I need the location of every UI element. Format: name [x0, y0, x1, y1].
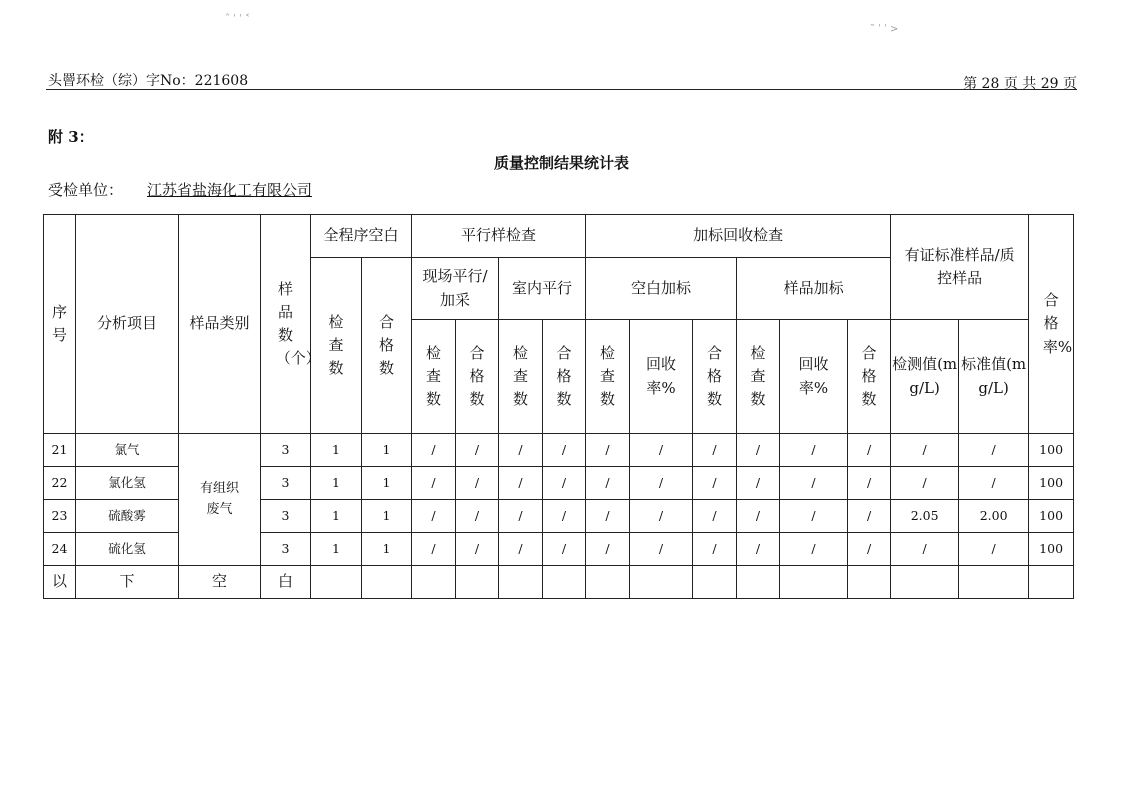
- cell: /: [693, 533, 737, 566]
- cell: /: [693, 434, 737, 467]
- cell: /: [848, 533, 891, 566]
- fp-pass-count: 合格数: [456, 320, 499, 434]
- cell: /: [737, 500, 780, 533]
- cell: /: [586, 533, 630, 566]
- cell: /: [737, 467, 780, 500]
- cell: /: [543, 533, 586, 566]
- lp-pass-count: 合格数: [543, 320, 586, 434]
- page-info: 第 28 页 共 29 页: [963, 76, 1077, 92]
- cell: /: [780, 533, 848, 566]
- cell: 1: [362, 500, 412, 533]
- col-field-parallel: 现场平行/加采: [412, 258, 499, 320]
- cell: /: [630, 467, 693, 500]
- cell: /: [586, 434, 630, 467]
- cell: /: [848, 467, 891, 500]
- row-seq: 24: [44, 533, 76, 566]
- inspected-unit: [48, 179, 312, 200]
- col-sample-spike: 样品加标: [737, 258, 891, 320]
- report-number: 头罾环检（综）字No：221608: [48, 73, 249, 89]
- cell: 1: [311, 434, 362, 467]
- row-item: 硫酸雾: [76, 500, 179, 533]
- cell: /: [891, 434, 959, 467]
- bs-recovery: 回收率%: [630, 320, 693, 434]
- row-seq: 22: [44, 467, 76, 500]
- cell: 1: [311, 467, 362, 500]
- cell: [456, 566, 499, 599]
- cell: /: [693, 467, 737, 500]
- cell: /: [891, 467, 959, 500]
- cell: [362, 566, 412, 599]
- cell: 1: [311, 533, 362, 566]
- cell: /: [412, 533, 456, 566]
- cell: [959, 566, 1029, 599]
- cell: /: [848, 434, 891, 467]
- header-rule: [46, 89, 1077, 90]
- cell: 100: [1029, 500, 1074, 533]
- row-seq: 21: [44, 434, 76, 467]
- cell: [630, 566, 693, 599]
- cell: 100: [1029, 467, 1074, 500]
- cell: /: [412, 434, 456, 467]
- cell: /: [630, 500, 693, 533]
- cell: /: [543, 500, 586, 533]
- cell: /: [891, 533, 959, 566]
- cell: [848, 566, 891, 599]
- cell: /: [412, 467, 456, 500]
- cell: 100: [1029, 434, 1074, 467]
- col-measured: 检测值(mg/L): [891, 320, 959, 434]
- cell: /: [543, 434, 586, 467]
- cell: [780, 566, 848, 599]
- blank-check-count: 检查数: [311, 258, 362, 434]
- cell: /: [959, 434, 1029, 467]
- blank-row-text: 以: [44, 566, 76, 599]
- cell: [891, 566, 959, 599]
- blank-row-text: 空: [179, 566, 261, 599]
- blank-row: [44, 566, 1074, 599]
- cell: /: [780, 467, 848, 500]
- row-sample-count: 3: [261, 500, 311, 533]
- cell: /: [630, 533, 693, 566]
- cell: 2.05: [891, 500, 959, 533]
- cell: /: [456, 533, 499, 566]
- cell: 1: [311, 500, 362, 533]
- blank-row-text: 下: [76, 566, 179, 599]
- blank-row-text: 白: [261, 566, 311, 599]
- table-row: [44, 434, 1074, 467]
- cell: /: [959, 467, 1029, 500]
- fp-check-count: 检查数: [412, 320, 456, 434]
- col-blank-group: 全程序空白: [311, 215, 412, 258]
- cell: /: [456, 467, 499, 500]
- ss-pass-count: 合格数: [848, 320, 891, 434]
- cell: [1029, 566, 1074, 599]
- cell: /: [586, 500, 630, 533]
- scan-artifact: ˆ ˈ ˈ ˂: [225, 14, 251, 25]
- inspected-unit-label: 受检单位：: [48, 181, 124, 199]
- col-lab-parallel: 室内平行: [499, 258, 586, 320]
- cell: /: [586, 467, 630, 500]
- col-item: 分析项目: [76, 215, 179, 434]
- cell: [737, 566, 780, 599]
- cell: /: [848, 500, 891, 533]
- row-seq: 23: [44, 500, 76, 533]
- bs-check-count: 检查数: [586, 320, 630, 434]
- page-title: 质量控制结果统计表: [493, 154, 629, 172]
- cell: 1: [362, 434, 412, 467]
- cell: [543, 566, 586, 599]
- cell: /: [780, 434, 848, 467]
- cell: /: [499, 500, 543, 533]
- cell: [586, 566, 630, 599]
- col-blank-spike: 空白加标: [586, 258, 737, 320]
- col-pass-rate: 合格率%: [1029, 215, 1074, 434]
- cell: /: [456, 500, 499, 533]
- row-item: 氯化氢: [76, 467, 179, 500]
- cell: [311, 566, 362, 599]
- cell: [412, 566, 456, 599]
- cell: /: [499, 434, 543, 467]
- scan-artifact: ˜ ˈ ˈ >: [870, 24, 899, 35]
- cell: 2.00: [959, 500, 1029, 533]
- appendix-label: 附 3：: [48, 128, 94, 146]
- cell: /: [780, 500, 848, 533]
- cell: /: [543, 467, 586, 500]
- bs-pass-count: 合格数: [693, 320, 737, 434]
- col-sample-count: 样品数（个）: [261, 215, 311, 434]
- row-sample-type: 有组织废气: [179, 434, 261, 566]
- row-sample-count: 3: [261, 467, 311, 500]
- row-item: 氯气: [76, 434, 179, 467]
- col-sample-type: 样品类别: [179, 215, 261, 434]
- cell: [499, 566, 543, 599]
- inspected-unit-value: 江苏省盐海化工有限公司: [147, 181, 313, 199]
- col-parallel-group: 平行样检查: [412, 215, 586, 258]
- blank-pass-count: 合格数: [362, 258, 412, 434]
- lp-check-count: 检查数: [499, 320, 543, 434]
- cell: /: [499, 533, 543, 566]
- qc-results-table: [43, 214, 1074, 599]
- ss-recovery: 回收率%: [780, 320, 848, 434]
- cell: 1: [362, 533, 412, 566]
- cell: /: [412, 500, 456, 533]
- cell: /: [630, 434, 693, 467]
- cell: 1: [362, 467, 412, 500]
- cell: 100: [1029, 533, 1074, 566]
- cell: /: [959, 533, 1029, 566]
- ss-check-count: 检查数: [737, 320, 780, 434]
- row-item: 硫化氢: [76, 533, 179, 566]
- cell: [693, 566, 737, 599]
- cell: /: [693, 500, 737, 533]
- cell: /: [737, 533, 780, 566]
- row-sample-count: 3: [261, 533, 311, 566]
- col-seq: 序号: [44, 215, 76, 434]
- col-standard: 标准值(mg/L): [959, 320, 1029, 434]
- cell: /: [456, 434, 499, 467]
- row-sample-count: 3: [261, 434, 311, 467]
- cell: /: [737, 434, 780, 467]
- col-spike-group: 加标回收检查: [586, 215, 891, 258]
- col-crm-group: 有证标准样品/质控样品: [891, 215, 1029, 320]
- cell: /: [499, 467, 543, 500]
